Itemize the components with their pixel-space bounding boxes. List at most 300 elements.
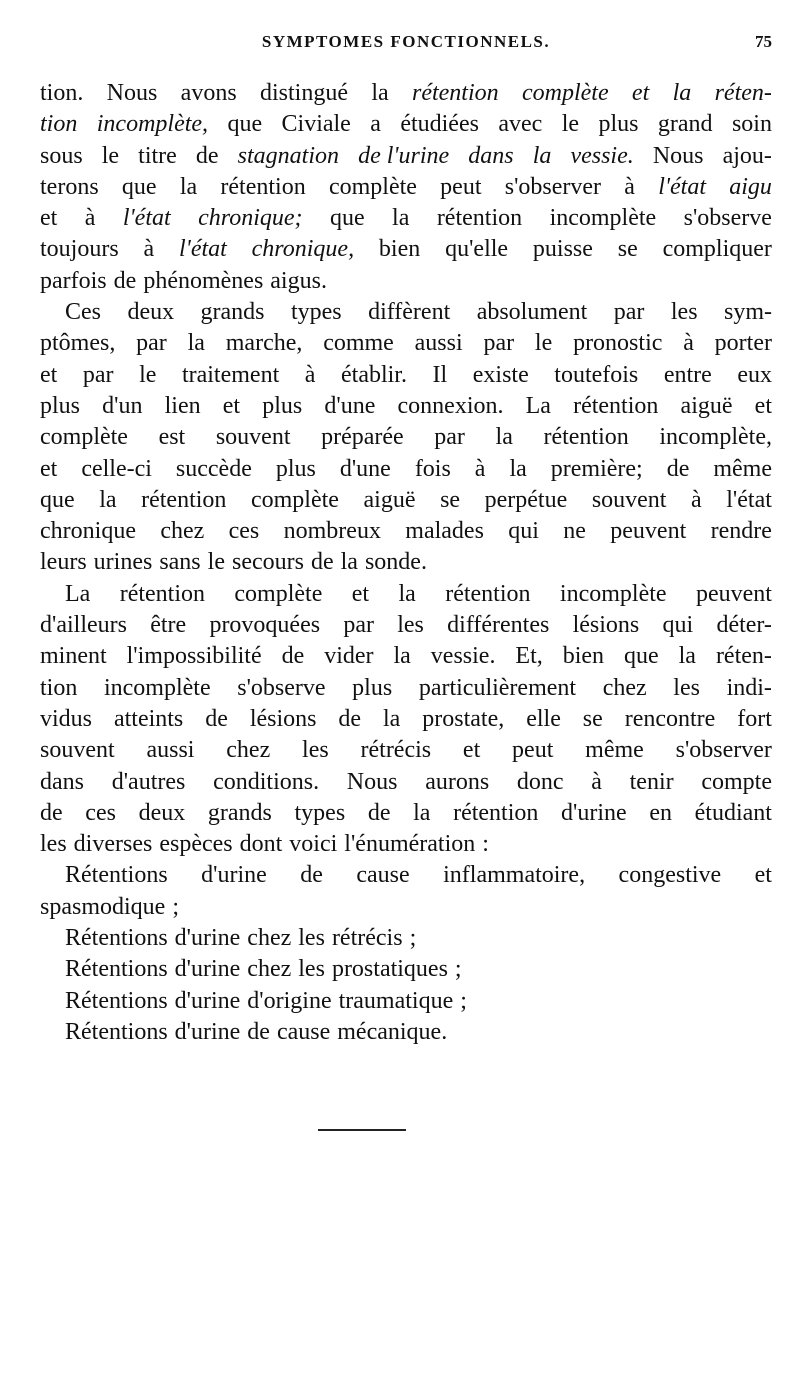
word: d'origine: [247, 987, 332, 1014]
word: rétrécis: [360, 737, 432, 764]
word: atteints: [113, 705, 184, 732]
word: types: [290, 299, 342, 326]
word: ces: [228, 518, 260, 545]
word: tenir: [629, 768, 674, 795]
word: celle-ci: [81, 455, 152, 482]
word: d'urine: [201, 862, 267, 889]
word: complète: [40, 424, 128, 451]
word: la: [340, 549, 358, 576]
word: à: [624, 173, 635, 200]
word: de: [338, 705, 362, 732]
word: bien: [378, 236, 421, 263]
text-line: [40, 485, 772, 516]
italic-word: incomplète,: [96, 111, 209, 138]
word: La: [65, 580, 91, 607]
word: les: [298, 956, 325, 983]
word: dans: [40, 768, 84, 795]
word: Ces: [65, 299, 101, 326]
word: espèces: [159, 831, 233, 858]
word: étudiées: [400, 111, 479, 138]
word: préparée: [321, 424, 404, 451]
word: Nous: [106, 80, 158, 106]
word: mécanique.: [337, 1018, 448, 1045]
word: qui: [508, 518, 539, 545]
word: de: [666, 455, 690, 482]
word: diffèrent: [368, 299, 451, 326]
word: par: [82, 361, 114, 388]
word: à: [143, 236, 155, 263]
word: Il: [432, 361, 448, 388]
word: comme: [323, 330, 394, 357]
italic-word: la: [672, 80, 692, 106]
word: inflammatoire,: [443, 862, 586, 889]
word: aurons: [425, 768, 490, 795]
word: peut: [512, 737, 554, 764]
word: succède: [175, 455, 252, 482]
word: spasmodique: [40, 893, 166, 920]
word: diverses: [73, 831, 153, 858]
word: le: [534, 330, 553, 357]
word: de: [281, 643, 305, 670]
word: souvent: [215, 424, 291, 451]
word: titre: [138, 142, 177, 169]
word: réten-: [715, 643, 772, 670]
text-line: [40, 328, 772, 359]
book-page: [40, 0, 772, 1045]
word: toujours: [40, 236, 119, 263]
word: et: [754, 862, 772, 889]
italic-word: dans: [468, 142, 514, 169]
italic-word: de l'urine: [358, 142, 450, 169]
word: aigus.: [270, 267, 327, 294]
word: se: [440, 486, 461, 513]
text-line: [40, 516, 772, 547]
word: d'urine: [174, 1018, 241, 1045]
word: la: [393, 643, 411, 670]
word: traitement: [181, 361, 280, 388]
word: les: [397, 612, 424, 639]
word: les: [40, 831, 67, 858]
word: de: [310, 549, 334, 576]
word: le: [101, 142, 120, 169]
word: la: [99, 486, 117, 513]
list-item: [40, 860, 772, 891]
word: dont: [239, 831, 283, 858]
word: d'urine: [561, 799, 627, 826]
word: toutefois: [554, 361, 639, 388]
word: que: [227, 111, 263, 138]
word: chez: [226, 737, 271, 764]
italic-word: l'état: [179, 236, 227, 263]
italic-word: tion: [40, 111, 78, 138]
word: vessie.: [430, 643, 496, 670]
word: le: [561, 111, 580, 138]
word: conditions.: [213, 768, 320, 795]
word: ;: [460, 987, 467, 1014]
word: plus: [352, 674, 393, 701]
word: par: [434, 424, 465, 451]
word: sym-: [723, 299, 772, 326]
word: l'état: [726, 486, 772, 513]
word: établir.: [341, 361, 407, 388]
word: de: [367, 799, 391, 826]
word: sans: [159, 549, 201, 576]
word: plus: [598, 111, 639, 138]
word: indi-: [726, 674, 772, 701]
word: chronique: [40, 518, 136, 545]
word: d'urine: [174, 925, 241, 952]
word: avons: [180, 80, 237, 106]
italic-word: l'état: [658, 173, 706, 200]
word: compliquer: [662, 236, 772, 263]
word: prostate,: [422, 705, 505, 732]
word: tion.: [40, 80, 84, 106]
word: compte: [701, 768, 772, 795]
word: à: [683, 330, 694, 357]
word: les: [302, 737, 329, 764]
italic-word: stagnation: [237, 142, 339, 169]
word: marche,: [225, 330, 303, 357]
word: deux: [138, 799, 186, 826]
word: d'une: [339, 455, 391, 482]
word: Nous: [346, 768, 398, 795]
word: le: [207, 549, 225, 576]
italic-word: la: [532, 142, 552, 169]
word: se: [617, 236, 638, 263]
word: avec: [498, 111, 543, 138]
word: eux: [737, 361, 772, 388]
word: d'urine: [174, 956, 241, 983]
text-line: [40, 78, 772, 109]
word: ajou-: [722, 142, 772, 169]
word: rétention: [119, 580, 206, 607]
word: urines: [93, 549, 153, 576]
word: congestive: [618, 862, 722, 889]
word: Rétentions: [65, 1018, 168, 1045]
word: d'une: [324, 392, 376, 419]
list-item: [40, 954, 772, 985]
word: aussi: [414, 330, 463, 357]
word: provoquées: [209, 612, 321, 639]
word: le: [139, 361, 157, 388]
word: aiguë: [363, 486, 416, 513]
italic-word: aigu: [729, 173, 772, 200]
word: rétrécis: [331, 925, 403, 952]
word: complète: [250, 486, 339, 513]
text-line: [40, 673, 772, 704]
word: a: [370, 111, 381, 138]
word: de: [205, 705, 228, 732]
word: nombreux: [283, 518, 381, 545]
word: la: [495, 424, 513, 451]
text-line: [40, 641, 772, 672]
italic-word: réten-: [714, 80, 772, 106]
text-line: [40, 767, 772, 798]
word: entre: [663, 361, 712, 388]
word: ces: [85, 799, 116, 826]
word: rendre: [710, 518, 772, 545]
word: La: [525, 392, 551, 419]
end-rule: [318, 1129, 406, 1131]
word: absolument: [476, 299, 588, 326]
word: Nous: [652, 142, 704, 169]
word: ne: [563, 518, 586, 545]
word: porter: [714, 330, 772, 357]
text-line: [40, 704, 772, 735]
word: vidus: [40, 705, 93, 732]
word: plus: [262, 392, 303, 419]
italic-word: vessie.: [570, 142, 634, 169]
word: la: [383, 705, 401, 732]
word: la: [413, 799, 431, 826]
word: s'observer: [675, 737, 772, 764]
word: parfois: [40, 267, 107, 294]
text-line: [40, 172, 772, 203]
word: et: [40, 455, 58, 482]
word: aiguë: [680, 392, 733, 419]
word: lésions: [572, 612, 640, 639]
word: lésions: [249, 705, 317, 732]
word: traumatique: [338, 987, 454, 1014]
italic-word: l'état: [122, 205, 171, 232]
text-line: [40, 829, 772, 860]
word: existe: [472, 361, 529, 388]
italic-word: et: [631, 80, 650, 106]
word: Rétentions: [65, 925, 168, 952]
word: perpétue: [484, 486, 568, 513]
word: complète: [234, 580, 323, 607]
running-title: SYMPTOMES FONCTIONNELS.: [261, 32, 551, 51]
word: la: [179, 173, 198, 200]
word: leurs: [40, 549, 87, 576]
word: à: [591, 768, 602, 795]
word: s'observe: [683, 205, 772, 232]
word: pronostic: [573, 330, 663, 357]
italic-word: rétention: [411, 80, 499, 106]
word: à: [691, 486, 702, 513]
word: Rétentions: [65, 987, 168, 1014]
word: par: [613, 299, 645, 326]
word: l'impossibilité: [126, 643, 262, 670]
word: que: [121, 173, 157, 200]
word: rencontre: [624, 705, 716, 732]
word: particulièrement: [418, 674, 577, 701]
word: est: [158, 424, 186, 451]
word: rétention: [573, 392, 659, 419]
list-item: [40, 1017, 772, 1048]
word: incomplète: [559, 580, 667, 607]
list-item-continuation: [40, 892, 772, 923]
word: première;: [550, 455, 643, 482]
page-number: 75: [755, 32, 772, 51]
italic-word: complète: [521, 80, 609, 106]
word: d'urine: [174, 987, 241, 1014]
word: distingué: [260, 80, 348, 106]
word: et: [754, 392, 772, 419]
word: la: [509, 455, 527, 482]
word: par: [343, 612, 374, 639]
word: par: [483, 330, 515, 357]
list-item: [40, 923, 772, 954]
word: souvent: [591, 486, 667, 513]
text-line: [40, 234, 772, 265]
word: qu'elle: [445, 236, 509, 263]
word: vider: [324, 643, 374, 670]
word: à: [84, 205, 96, 232]
word: ;: [409, 925, 417, 952]
word: d'un: [102, 392, 143, 419]
word: être: [150, 612, 187, 639]
word: rétention: [141, 486, 227, 513]
word: se: [582, 705, 603, 732]
word: rétention: [453, 799, 539, 826]
word: lien: [164, 392, 201, 419]
text-line: [40, 454, 772, 485]
word: Rétentions: [65, 862, 168, 889]
word: grand: [657, 111, 713, 138]
word: l'énumération: [344, 831, 476, 858]
word: puisse: [532, 236, 593, 263]
word: s'observe: [237, 674, 326, 701]
word: ;: [454, 956, 462, 983]
word: sonde.: [364, 549, 427, 576]
text-line: [40, 422, 772, 453]
word: de: [300, 862, 323, 889]
word: deux: [127, 299, 175, 326]
word: de: [113, 267, 137, 294]
word: rétention: [436, 205, 523, 232]
word: Rétentions: [65, 956, 168, 983]
word: que: [624, 643, 659, 670]
text-line: [40, 297, 772, 328]
word: cause: [276, 1018, 331, 1045]
word: souvent: [40, 737, 115, 764]
word: en: [649, 799, 672, 826]
word: fois: [414, 455, 451, 482]
word: chez: [602, 674, 647, 701]
word: connexion.: [397, 392, 504, 419]
text-line: [40, 798, 772, 829]
word: même: [713, 455, 772, 482]
word: chez: [247, 956, 292, 983]
word: même: [585, 737, 644, 764]
word: terons: [40, 173, 99, 200]
word: d'ailleurs: [40, 612, 127, 639]
word: incomplète: [103, 674, 211, 701]
word: Et,: [515, 643, 543, 670]
word: peuvent: [610, 518, 687, 545]
word: que: [329, 205, 365, 232]
word: sous: [40, 142, 83, 169]
word: différentes: [447, 612, 550, 639]
word: incomplète: [549, 205, 657, 232]
word: la: [371, 80, 389, 106]
word: et: [40, 205, 58, 232]
word: qui: [662, 612, 694, 639]
word: soin: [731, 111, 772, 138]
word: et: [40, 361, 58, 388]
text-line: [40, 547, 772, 578]
word: secours: [231, 549, 304, 576]
text-line: [40, 203, 772, 234]
word: minent: [40, 643, 107, 670]
word: chez: [247, 925, 292, 952]
word: prostatiques: [331, 956, 448, 983]
word: malades: [405, 518, 484, 545]
word: rétention: [445, 580, 531, 607]
word: plus: [275, 455, 316, 482]
text-line: [40, 109, 772, 140]
word: types: [294, 799, 346, 826]
word: par: [136, 330, 167, 357]
word: la: [392, 205, 410, 232]
word: les: [298, 925, 325, 952]
word: ptômes,: [40, 330, 116, 357]
italic-word: chronique;: [198, 205, 303, 232]
body-text: [40, 78, 772, 1048]
word: elle: [526, 705, 561, 732]
word: donc: [516, 768, 564, 795]
word: à: [304, 361, 316, 388]
word: Civiale: [281, 111, 351, 138]
word: grands: [207, 799, 272, 826]
word: de: [247, 1018, 270, 1045]
text-line: [40, 360, 772, 391]
word: peut: [440, 173, 482, 200]
word: les: [673, 674, 700, 701]
word: aussi: [146, 737, 195, 764]
text-line: [40, 735, 772, 766]
text-line: [40, 391, 772, 422]
text-line: [40, 579, 772, 610]
word: la: [678, 643, 696, 670]
word: :: [482, 831, 489, 858]
word: complète: [328, 173, 417, 200]
text-line: [40, 610, 772, 641]
word: grands: [200, 299, 265, 326]
word: et: [351, 580, 370, 607]
word: et: [222, 392, 241, 419]
word: phénomènes: [143, 267, 264, 294]
word: plus: [40, 392, 81, 419]
word: de: [40, 799, 63, 826]
word: la: [187, 330, 205, 357]
word: cause: [356, 862, 410, 889]
text-line: [40, 141, 772, 172]
word: déter-: [716, 612, 772, 639]
word: peuvent: [695, 580, 772, 607]
word: et: [462, 737, 481, 764]
word: fort: [737, 705, 772, 732]
word: voici: [289, 831, 338, 858]
word: ;: [172, 893, 179, 920]
word: tion: [40, 674, 78, 701]
word: rétention: [220, 173, 306, 200]
italic-word: chronique,: [251, 236, 355, 263]
word: chez: [160, 518, 205, 545]
word: s'observer: [504, 173, 602, 200]
word: que: [40, 486, 75, 513]
word: les: [670, 299, 698, 326]
word: d'autres: [111, 768, 186, 795]
running-head: [40, 0, 772, 51]
word: bien: [562, 643, 605, 670]
word: étudiant: [694, 799, 772, 826]
word: la: [398, 580, 416, 607]
word: rétention: [543, 424, 629, 451]
word: à: [474, 455, 486, 482]
list-item: [40, 986, 772, 1017]
